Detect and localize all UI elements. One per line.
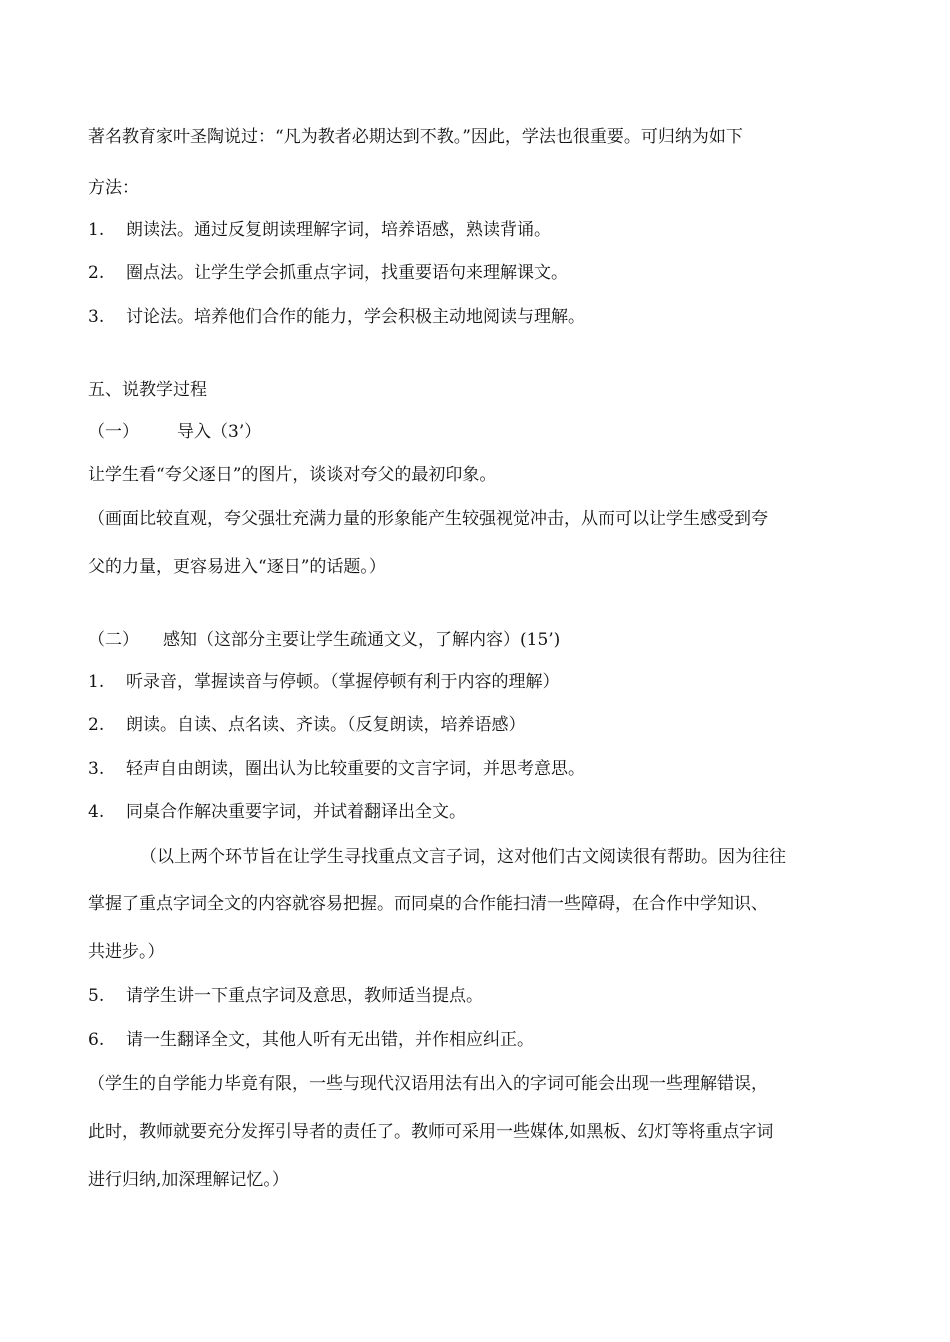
part-two-note-a-line-2: 掌握了重点字词全文的内容就容易把握。而同桌的合作能扫清一些障碍，在合作中学知识、	[88, 894, 768, 914]
part-two-note-a-line-1: （以上两个环节旨在让学生寻找重点文言子词，这对他们古文阅读很有帮助。因为往往	[140, 847, 786, 867]
step-item-6	[88, 1029, 534, 1051]
list-item-text: 朗读法。通过反复朗读理解字词，培养语感，熟读背诵。	[126, 220, 551, 240]
part-two-heading	[88, 629, 560, 651]
list-number: 3.	[88, 307, 105, 327]
list-item-text: 请学生讲一下重点字词及意思，教师适当提点。	[126, 986, 483, 1006]
step-item-3	[88, 758, 585, 780]
part-one-text: 让学生看“夸父逐日”的图片，谈谈对夸父的最初印象。	[88, 465, 497, 485]
part-one-heading	[88, 421, 261, 443]
list-item-text: 同桌合作解决重要字词，并试着翻译出全文。	[126, 802, 466, 822]
list-item-text: 讨论法。培养他们合作的能力，学会积极主动地阅读与理解。	[126, 307, 585, 327]
list-item-text: 朗读。自读、点名读、齐读。（反复朗读，培养语感）	[126, 715, 526, 735]
step-item-5	[88, 985, 483, 1007]
step-item-1	[88, 671, 560, 693]
list-number: 2.	[88, 715, 105, 735]
list-number: 4.	[88, 802, 105, 822]
list-item-text: 圈点法。让学生学会抓重点字词，找重要语句来理解课文。	[126, 263, 568, 283]
part-title: 感知（这部分主要让学生疏通文义，了解内容）(15’)	[163, 630, 561, 650]
list-item-text: 请一生翻译全文，其他人听有无出错，并作相应纠正。	[126, 1030, 534, 1050]
intro-paragraph-line-2: 方法：	[88, 178, 139, 198]
step-item-2	[88, 714, 526, 736]
step-item-4	[88, 801, 466, 823]
part-two-note-a-line-3: 共进步。）	[88, 942, 165, 962]
method-item-1	[88, 219, 551, 241]
part-title: 导入（3’）	[177, 422, 262, 442]
list-number: 3.	[88, 759, 105, 779]
list-number: 6.	[88, 1030, 105, 1050]
part-two-note-b-line-3: 进行归纳,加深理解记忆。）	[88, 1170, 289, 1190]
part-one-note-line-2: 父的力量，更容易进入“逐日”的话题。）	[88, 557, 386, 577]
part-label: （一）	[88, 422, 139, 442]
list-number: 5.	[88, 986, 105, 1006]
list-number: 2.	[88, 263, 105, 283]
list-item-text: 轻声自由朗读，圈出认为比较重要的文言字词，并思考意思。	[126, 759, 585, 779]
method-item-3	[88, 306, 585, 328]
intro-paragraph-line-1: 著名教育家叶圣陶说过：“凡为教者必期达到不教。”因此，学法也很重要。可归纳为如下	[88, 127, 743, 147]
part-label: （二）	[88, 630, 139, 650]
part-two-note-b-line-2: 此时，教师就要充分发挥引导者的责任了。教师可采用一些媒体,如黑板、幻灯等将重点字词	[88, 1122, 774, 1142]
part-two-note-b-line-1: （学生的自学能力毕竟有限，一些与现代汉语用法有出入的字词可能会出现一些理解错误，	[88, 1074, 768, 1094]
list-item-text: 听录音，掌握读音与停顿。（掌握停顿有利于内容的理解）	[126, 672, 560, 692]
method-item-2	[88, 262, 568, 284]
section-five-heading: 五、说教学过程	[88, 380, 207, 400]
list-number: 1.	[88, 672, 105, 692]
list-number: 1.	[88, 220, 105, 240]
part-one-note-line-1: （画面比较直观，夸父强壮充满力量的形象能产生较强视觉冲击，从而可以让学生感受到夸	[88, 509, 768, 529]
